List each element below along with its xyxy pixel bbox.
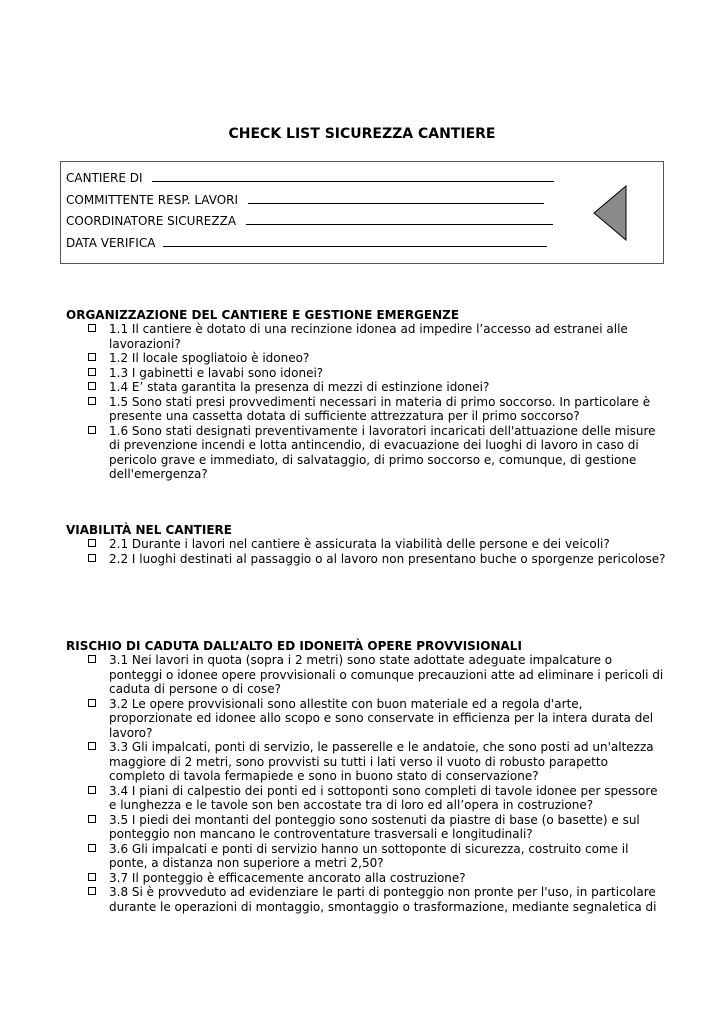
item-text: 3.5 I piedi dei montanti del ponteggio sono sostenuti da piastre di base (o basette) e sul ponteggio non mancano le controventature trasversali e longitudinali? xyxy=(109,812,640,841)
checklist xyxy=(66,322,666,482)
section-organizzazione xyxy=(66,308,666,482)
item-text: 1.3 I gabinetti e lavabi sono idonei? xyxy=(109,365,324,380)
checkbox[interactable] xyxy=(88,873,96,881)
item-text: 3.2 Le opere provvisionali sono allestite con buon materiale ed a regola d'arte, proporzionate ed idonee allo scopo e sono conservate in efficienza per la intera durata del lavoro? xyxy=(109,696,654,740)
item-text: 3.7 Il ponteggio è efficacemente ancorato alla costruzione? xyxy=(109,870,466,885)
back-arrow-icon[interactable] xyxy=(592,185,628,241)
field-committente[interactable] xyxy=(66,192,544,208)
page-title: CHECK LIST SICUREZZA CANTIERE xyxy=(228,126,496,142)
field-data-verifica[interactable] xyxy=(66,235,547,251)
checkbox[interactable] xyxy=(88,699,96,707)
checklist-item xyxy=(66,871,666,886)
checkbox[interactable] xyxy=(88,815,96,823)
checkbox[interactable] xyxy=(88,655,96,663)
field-label: COMMITTENTE RESP. LAVORI xyxy=(66,193,239,207)
checklist-item xyxy=(66,842,666,871)
checkbox[interactable] xyxy=(88,887,96,895)
checklist-item xyxy=(66,380,666,395)
checklist-item xyxy=(66,366,666,381)
checklist-item xyxy=(66,784,666,813)
item-text: 3.8 Si è provveduto ad evidenziare le parti di ponteggio non pronte per l'uso, in particolare durante le operazioni di montaggio, smontaggio o trasformazione, mediante segnaletica di xyxy=(109,885,657,914)
checkbox[interactable] xyxy=(88,382,96,390)
checklist-item xyxy=(66,697,666,741)
checklist-item xyxy=(66,424,666,482)
field-label: DATA VERIFICA xyxy=(66,236,156,250)
checkbox[interactable] xyxy=(88,397,96,405)
item-text: 3.3 Gli impalcati, ponti di servizio, le passerelle e le andatoie, che sono posti ad un'altezza maggiore di 2 metri, sono provvisti su tutti i lati verso il vuoto di robusto parapetto completo di tavola fermapiede e sono in buono stato di conservazione? xyxy=(109,740,654,783)
field-rule xyxy=(163,235,547,247)
section-viabilita xyxy=(66,523,666,566)
item-text: 1.5 Sono stati presi provvedimenti necessari in materia di primo soccorso. In particolare è presente una cassetta dotata di sufficiente attrezzatura per il primo soccorso? xyxy=(109,394,651,423)
checklist-item xyxy=(66,322,666,351)
checkbox[interactable] xyxy=(88,353,96,361)
checklist-item xyxy=(66,885,666,914)
checkbox[interactable] xyxy=(88,426,96,434)
field-coordinatore[interactable] xyxy=(66,213,553,229)
item-text: 2.2 I luoghi destinati al passaggio o al lavoro non presentano buche o sporgenze pericolose? xyxy=(109,551,666,566)
checklist-item xyxy=(66,395,666,424)
item-text: 3.1 Nei lavori in quota (sopra i 2 metri) sono state adottate adeguate impalcature o ponteggi o idonee opere provvisionali o comunque precauzioni atte ad eliminare i pericoli di caduta di persone o di cose? xyxy=(109,653,664,696)
section-heading: VIABILITÀ NEL CANTIERE xyxy=(66,523,232,537)
checklist xyxy=(66,653,666,914)
checklist-item xyxy=(66,351,666,366)
checklist-item xyxy=(66,653,666,697)
checkbox[interactable] xyxy=(88,324,96,332)
checkbox[interactable] xyxy=(88,844,96,852)
section-heading: ORGANIZZAZIONE DEL CANTIERE E GESTIONE EMERGENZE xyxy=(66,308,460,322)
checkbox[interactable] xyxy=(88,539,96,547)
item-text: 3.4 I piani di calpestio dei ponti ed i sottoponti sono completi di tavole idonee per spessore e lunghezza e le tavole son ben accostate tra di loro ed all’opera in costruzione? xyxy=(109,783,658,812)
item-text: 1.6 Sono stati designati preventivamente i lavoratori incaricati dell'attuazione delle misure di prevenzione incendi e lotta antincendio, di evacuazione dei luoghi di lavoro in caso di pericolo grave e immediato, di salvataggio, di primo soccorso e, comunque, di gestione dell'emergenza? xyxy=(109,423,656,481)
checklist xyxy=(66,537,666,566)
checklist-item xyxy=(66,813,666,842)
checkbox[interactable] xyxy=(88,554,96,562)
item-text: 1.4 E’ stata garantita la presenza di mezzi di estinzione idonei? xyxy=(109,380,490,394)
field-rule xyxy=(248,192,544,204)
section-rischio-caduta xyxy=(66,639,666,914)
field-rule xyxy=(246,213,553,225)
field-label: CANTIERE DI xyxy=(66,171,143,185)
checkbox[interactable] xyxy=(88,368,96,376)
checkbox[interactable] xyxy=(88,742,96,750)
field-cantiere[interactable] xyxy=(66,170,554,186)
checklist-item xyxy=(66,537,666,552)
field-label: COORDINATORE SICUREZZA xyxy=(66,214,237,228)
item-text: 1.2 Il locale spogliatoio è idoneo? xyxy=(109,351,310,365)
checklist-item xyxy=(66,740,666,784)
item-text: 3.6 Gli impalcati e ponti di servizio hanno un sottoponte di sicurezza, costruito come il ponte, a distanza non superiore a metri 2,50? xyxy=(109,841,629,870)
section-heading: RISCHIO DI CADUTA DALL’ALTO ED IDONEITÀ OPERE PROVVISIONALI xyxy=(66,639,522,653)
field-rule xyxy=(152,170,554,182)
checkbox[interactable] xyxy=(88,786,96,794)
item-text: 2.1 Durante i lavori nel cantiere è assicurata la viabilità delle persone e dei veicoli? xyxy=(109,537,610,551)
item-text: 1.1 Il cantiere è dotato di una recinzione idonea ad impedire l’accesso ad estranei alle lavorazioni? xyxy=(109,322,628,351)
checklist-item xyxy=(66,552,666,567)
